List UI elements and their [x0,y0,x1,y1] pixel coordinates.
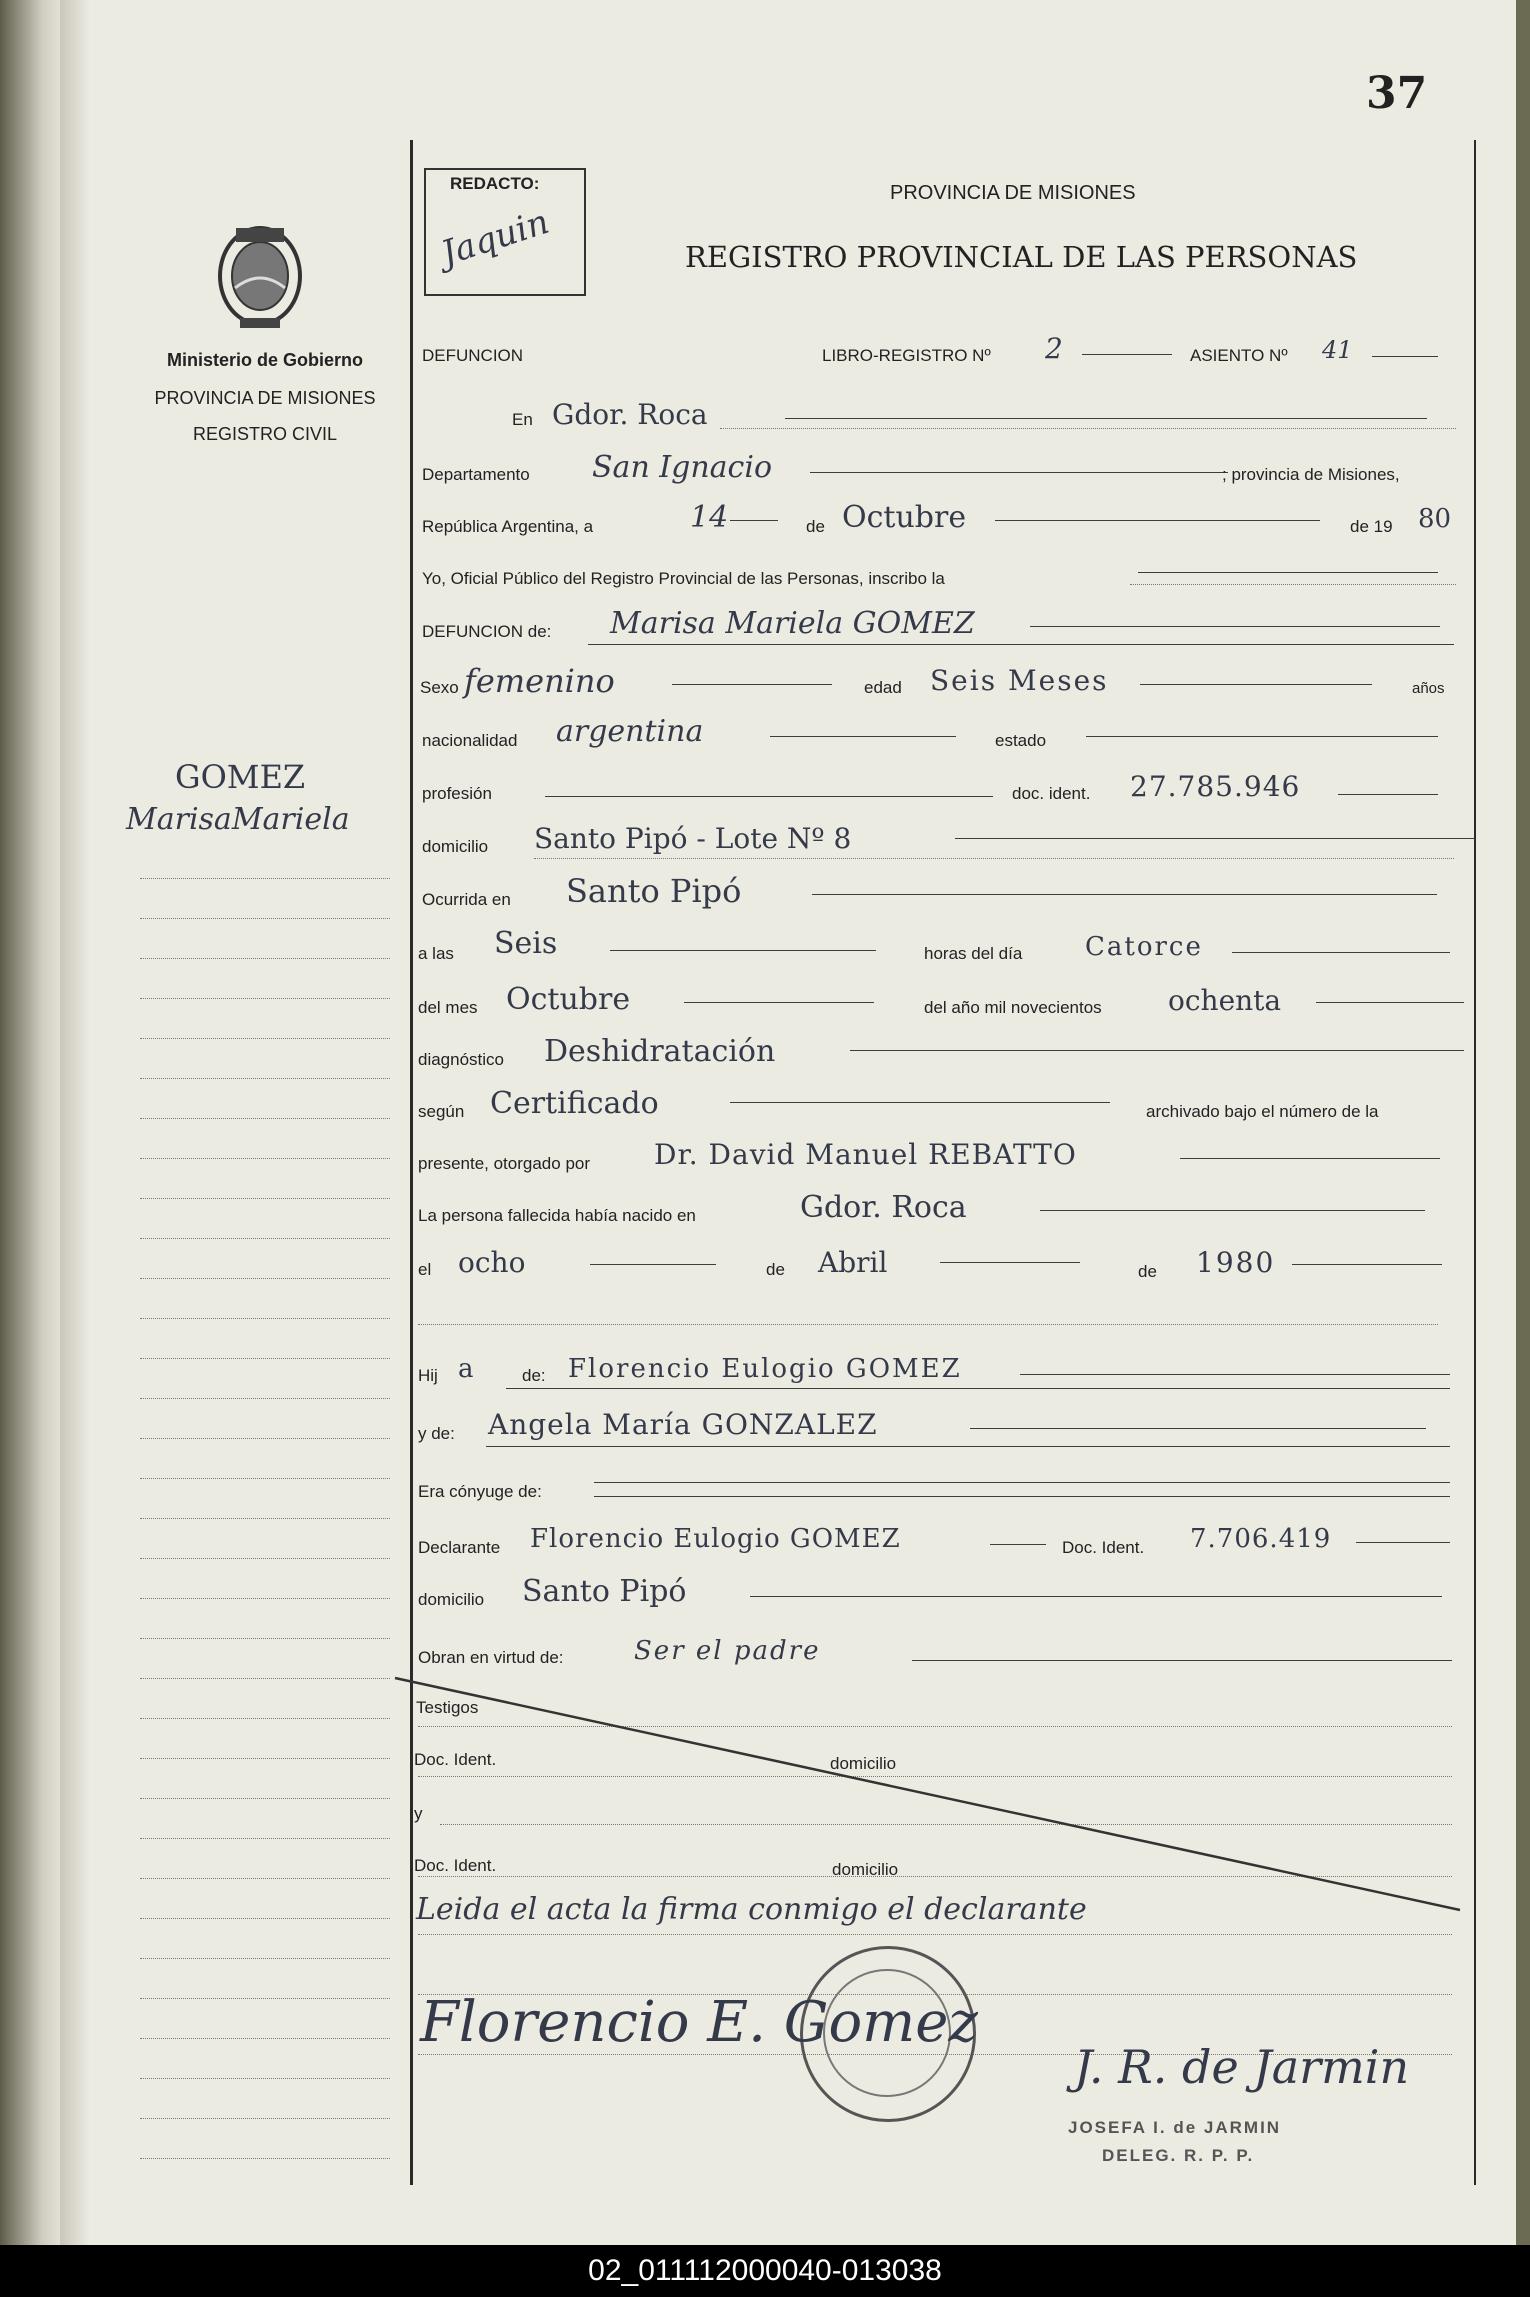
anio-nac-value: 1980 [1196,1246,1276,1279]
obran-value: Ser el padre [634,1636,821,1666]
margin-rule-line [140,2118,390,2119]
margin-rule-line [140,1158,390,1159]
presente-label: presente, otorgado por [418,1154,591,1173]
margin-rule-line [140,1038,390,1039]
de-label: de [806,517,825,536]
declarante-signature: Florencio E. Gomez [420,1990,978,2055]
nacionalidad-label: nacionalidad [422,731,518,750]
margin-rule-line [140,998,390,999]
binding-edge [0,0,60,2245]
header-registry: REGISTRO PROVINCIAL DE LAS PERSONAS [685,240,1358,274]
margin-rule-line [140,1318,390,1319]
margin-rule-line [140,1758,390,1759]
margin-rule-line [140,1278,390,1279]
margin-rule-line [140,1438,390,1439]
margin-rule-line [140,958,390,959]
margin-rule-line [140,1398,390,1399]
padre-value: Florencio Eulogio GOMEZ [568,1354,962,1384]
oficial-stamp-line2: DELEG. R. P. P. [1102,2146,1255,2165]
defuncion-de-label: DEFUNCION de: [422,622,552,641]
en-value: Gdor. Roca [552,398,708,431]
margin-rule-line [140,1558,390,1559]
anos-label: años [1412,680,1445,697]
testigos-label: Testigos [416,1698,479,1717]
ministry-line2: PROVINCIA DE MISIONES [154,388,376,408]
de-anio-label: de [1138,1262,1157,1281]
de-abril-label: de [766,1260,785,1279]
deceased-name: Marisa Mariela GOMEZ [610,606,975,641]
ministry-line1: Ministerio de Gobierno [166,350,363,370]
oficial-signature: J. R. de Jarmin [1074,2040,1410,2094]
padre-de-label: de: [522,1366,546,1385]
page-number: 37 [1366,68,1428,119]
margin-rule-line [140,2038,390,2039]
doc-ident-label: doc. ident. [1012,784,1091,803]
edad-label: edad [864,678,902,697]
del-mes-value: Octubre [506,982,631,1017]
strike-line [390,1670,1470,1920]
margin-rule-line [140,1478,390,1479]
asiento-value: 41 [1322,336,1353,364]
margin-rule-line [140,1518,390,1519]
decl-dom-label: domicilio [418,1590,485,1609]
redacto-label: REDACTO: [450,174,540,193]
madre-value: Angela María GONZALEZ [488,1408,878,1441]
margin-rule-line [140,2158,390,2159]
decl-dom-value: Santo Pipó [522,1574,687,1609]
month-value: Octubre [842,500,967,535]
margin-rule-line [140,1198,390,1199]
de19-label: de 19 [1350,517,1393,536]
republica-label: República Argentina, a [422,517,594,536]
page-edge [1516,0,1530,2245]
presente-value: Dr. David Manuel REBATTO [654,1138,1077,1171]
horas-value: Catorce [1085,932,1203,962]
oficial-stamp-line1: JOSEFA I. de JARMIN [1068,2118,1282,2137]
margin-rule-line [140,1998,390,1999]
a-las-label: a las [418,944,454,963]
a-las-value: Seis [494,926,558,961]
declarante-value: Florencio Eulogio GOMEZ [530,1524,901,1554]
el-value: ocho [458,1246,526,1279]
margin-rule-line [140,1878,390,1879]
estado-label: estado [995,731,1047,750]
redacto-signature: Jaquin [436,201,554,275]
doc1-label: Doc. Ident. [414,1750,497,1769]
margin-rule-line [140,1718,390,1719]
decl-doc-label: Doc. Ident. [1062,1538,1145,1557]
header-province: PROVINCIA DE MISIONES [890,182,1136,204]
hij-suffix: a [458,1354,474,1384]
right-border [1474,140,1476,2185]
sexo-label: Sexo [420,678,459,697]
margin-rule-line [140,1958,390,1959]
del-mes-label: del mes [418,998,478,1017]
provincia-label: ; provincia de Misiones, [1222,465,1400,484]
year-value: 80 [1418,504,1452,534]
libro-value: 2 [1045,332,1063,365]
margin-rule-line [140,1678,390,1679]
decl-doc-value: 7.706.419 [1190,1524,1332,1554]
madre-label: y de: [418,1424,455,1443]
hij-label: Hij [418,1366,438,1385]
anio-mil-label: del año mil novecientos [924,998,1102,1017]
margin-rule-line [140,1078,390,1079]
nacido-label: La persona fallecida había nacido en [418,1206,696,1225]
form-type: DEFUNCION [422,346,524,365]
dom2-label: domicilio [832,1860,899,1879]
margin-surname: GOMEZ [175,758,306,796]
ministry-line3: REGISTRO CIVIL [192,424,338,444]
margin-rule-line [140,878,390,879]
sexo-value: femenino [464,662,615,700]
footer-identifier: 02_011112000040-013038 [0,2245,1530,2297]
leida-text: Leida el acta la firma conmigo el declarante [416,1892,1087,1927]
nacido-value: Gdor. Roca [800,1190,967,1225]
declarante-label: Declarante [418,1538,501,1557]
doc-ident-value: 27.785.946 [1130,770,1301,803]
y-label: y [414,1804,423,1823]
yo-label: Yo, Oficial Público del Registro Provincial de las Personas, inscribo la [422,569,945,588]
domicilio-value: Santo Pipó - Lote Nº 8 [534,822,852,855]
ocurrida-value: Santo Pipó [566,872,742,910]
archivado-label: archivado bajo el número de la [1146,1102,1379,1121]
ocurrida-label: Ocurrida en [422,890,511,909]
asiento-label: ASIENTO Nº [1190,346,1288,365]
margin-rule-line [140,1838,390,1839]
nacionalidad-value: argentina [556,714,704,749]
abril-value: Abril [818,1246,888,1279]
day-value: 14 [690,500,729,535]
libro-label: LIBRO-REGISTRO Nº [822,346,991,365]
margin-given-name: MarisaMariela [126,802,350,837]
margin-rule-line [140,1598,390,1599]
en-label: En [512,410,533,429]
coat-of-arms-icon [210,218,310,338]
obran-label: Obran en virtud de: [418,1648,564,1667]
diagnostico-value: Deshidratación [544,1034,776,1069]
horas-label: horas del día [924,944,1023,963]
margin-rule-line [140,1638,390,1639]
margin-rule-line [140,1238,390,1239]
margin-rule-line [140,1358,390,1359]
departamento-value: San Ignacio [592,450,773,485]
diagnostico-label: diagnóstico [418,1050,505,1069]
anio-mil-value: ochenta [1168,984,1282,1017]
el-label: el [418,1260,432,1279]
conyuge-label: Era cónyuge de: [418,1482,542,1501]
segun-value: Certificado [490,1086,659,1121]
edad-value: Seis Meses [930,664,1109,697]
margin-rule-line [140,1918,390,1919]
margin-rule-line [140,2078,390,2079]
margin-rule-line [140,918,390,919]
segun-label: según [418,1102,465,1121]
doc2-label: Doc. Ident. [414,1856,497,1875]
profesion-label: profesión [422,784,492,803]
margin-rule-line [140,1798,390,1799]
departamento-label: Departamento [422,465,530,484]
dom1-label: domicilio [830,1754,897,1773]
domicilio-label: domicilio [422,837,489,856]
margin-rule-line [140,1118,390,1119]
